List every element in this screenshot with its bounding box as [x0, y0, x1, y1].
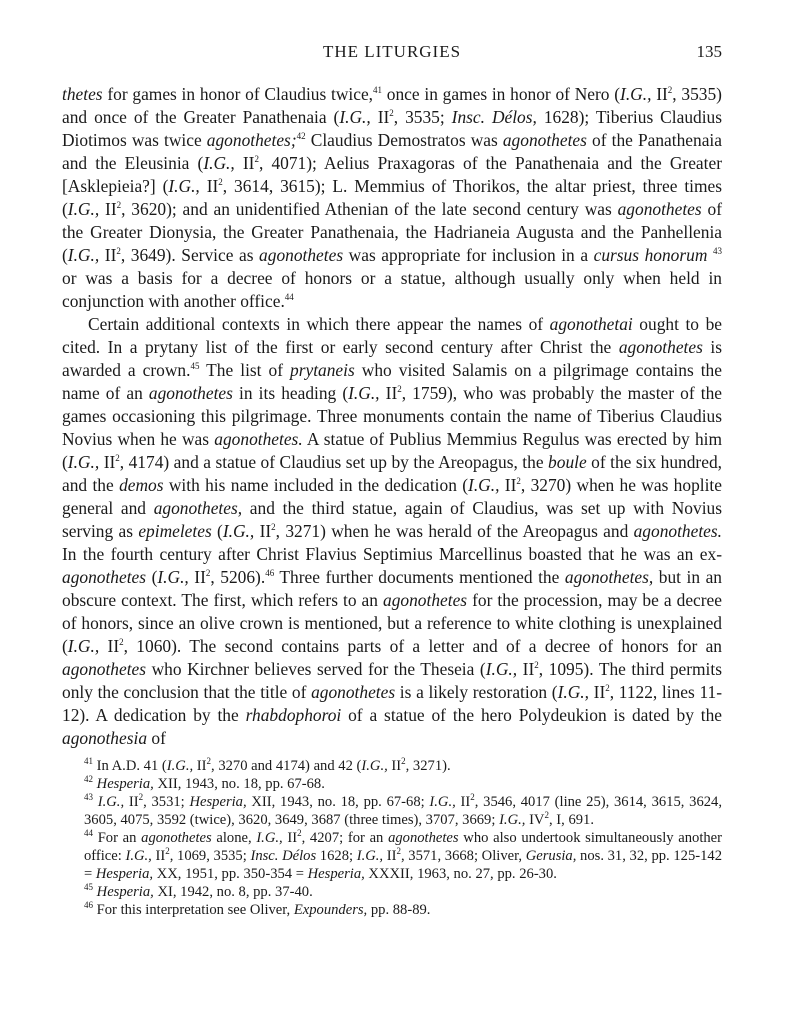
- text-run: who visited Salamis on a pilgrimage contains the name of an: [62, 360, 722, 403]
- text-run: XII, 1943, no. 18, pp. 67-68;: [246, 794, 430, 810]
- text-run: was appropriate for inclusion in a: [343, 245, 594, 265]
- text-run: who Kirchner believes served for the Theseia (: [146, 659, 486, 679]
- footnote-ref: 2: [401, 756, 406, 767]
- footnote-ref: 2: [605, 683, 610, 694]
- italic-text: agonothetes: [311, 682, 396, 702]
- text-run: XII, 1943, no. 18, pp. 67-68.: [153, 776, 325, 792]
- italic-text: I.G.,: [620, 84, 652, 104]
- italic-text: agonothetes;: [206, 130, 297, 150]
- text-run: , 1060). The second contains parts of a letter and of a decree of honors for an: [123, 636, 722, 656]
- text-run: who also undertook simultaneously another office:: [84, 830, 723, 864]
- text-run: (: [211, 521, 223, 541]
- footnote-number: 45: [84, 882, 93, 893]
- footnote-ref: 42: [296, 131, 306, 142]
- italic-text: I.G.,: [348, 383, 380, 403]
- footnote-ref: 2: [544, 810, 549, 821]
- italic-text: I.G.,: [468, 475, 500, 495]
- text-run: II: [499, 475, 517, 495]
- paragraph: [62, 313, 722, 750]
- text-run: , 4207; for an: [301, 830, 389, 846]
- text-run: II: [99, 245, 117, 265]
- footnote-ref: 2: [138, 792, 144, 803]
- italic-text: Hesperia,: [96, 776, 154, 792]
- footnote-ref: 2: [667, 85, 673, 96]
- text-run: II: [199, 176, 219, 196]
- text-run: II: [370, 107, 390, 127]
- italic-text: I.G.,: [166, 758, 194, 774]
- text-run: for games in honor of Claudius twice,: [102, 84, 374, 104]
- text-run: In the fourth century after Christ Flavius Septimius Marcellinus boasted that he was an ex-: [62, 544, 722, 564]
- text-run: II: [124, 794, 139, 810]
- italic-text: Hesperia,: [95, 866, 154, 882]
- footnotes: [62, 757, 722, 919]
- footnote-ref: 2: [119, 637, 124, 648]
- italic-text: agonothetes: [502, 130, 587, 150]
- text-run: and the third statue, again of Claudius, was set up with Novius serving as: [62, 498, 722, 541]
- text-run: of the Greater Dionysia, the Greater Panathenaia, the Hadrianeia Augusta and the Panhellenia (: [62, 199, 722, 265]
- text-run: XX, 1951, pp. 350-354 =: [153, 866, 308, 882]
- text-run: but in an obscure context. The first, which refers to an: [62, 567, 722, 610]
- italic-text: agonothetes: [62, 659, 147, 679]
- italic-text: I.G.,: [157, 567, 189, 587]
- footnote-ref: 41: [373, 85, 383, 96]
- italic-text: I.G.,: [361, 758, 388, 774]
- footnote-ref: 2: [206, 756, 212, 767]
- text-run: Certain additional contexts in which there appear the names of: [88, 314, 550, 334]
- footnote-ref: 2: [205, 568, 211, 579]
- italic-text: agonothetes.: [214, 429, 303, 449]
- footnote-ref: 2: [297, 828, 302, 839]
- italic-text: I.G.,: [97, 794, 125, 810]
- text-run: , 4174) and a statue of Claudius set up by the Areopagus, the: [119, 452, 549, 472]
- footnote-ref: 46: [265, 568, 275, 579]
- italic-text: I.G.,: [356, 848, 384, 864]
- text-run: , 3271).: [405, 758, 451, 774]
- text-run: In A.D. 41 (: [93, 758, 167, 774]
- text-run: II: [588, 682, 606, 702]
- footnote: [62, 883, 722, 901]
- italic-text: demos: [119, 475, 164, 495]
- italic-text: I.G.,: [67, 199, 100, 219]
- text-run: IV: [525, 812, 545, 828]
- italic-text: I.G.,: [499, 812, 526, 828]
- text-run: II: [282, 830, 298, 846]
- text-run: nos. 31, 32, pp. 125-142 =: [84, 848, 722, 882]
- text-run: , 1759), who was probably the master of the games occasioning this pilgrimage. Three monuments contain the name of Tiberius Claudius Novius when he was: [62, 383, 722, 449]
- text-run: II: [387, 758, 402, 774]
- text-run: , 3271) when he was herald of the Areopagus and: [275, 521, 634, 541]
- italic-text: rhabdophoroi: [245, 705, 342, 725]
- footnote-ref: 2: [115, 453, 120, 464]
- italic-text: I.G.,: [222, 521, 255, 541]
- text-run: , 3270) when he was hoplite general and: [62, 475, 722, 518]
- text-run: For this interpretation see Oliver,: [93, 902, 294, 918]
- text-run: , 4071); Aelius Praxagoras of the Panathenaia and the Greater [Asklepieia?] (: [62, 153, 722, 196]
- text-run: II: [99, 636, 120, 656]
- text-run: II: [379, 383, 398, 403]
- text-run: 1628;: [316, 848, 357, 864]
- italic-text: agonothetes: [259, 245, 344, 265]
- text-run: , 3546, 4017 (line 25), 3614, 3615, 3624, 3605, 4075, 3592 (twice), 3620, 3649, 3687 (three times), 3707, 3669;: [84, 794, 722, 828]
- footnote-ref: 44: [284, 292, 294, 303]
- text-run: is a likely restoration (: [395, 682, 558, 702]
- footnote-number: 46: [84, 900, 93, 911]
- text-run: II: [234, 153, 255, 173]
- footnote-ref: 2: [516, 476, 521, 487]
- text-run: II: [151, 848, 166, 864]
- text-run: XI, 1942, no. 8, pp. 37-40.: [153, 884, 313, 900]
- text-run: of: [147, 728, 166, 748]
- italic-text: boule: [548, 452, 587, 472]
- text-run: , 3531;: [143, 794, 190, 810]
- italic-text: agonothetes: [383, 590, 468, 610]
- footnote-ref: 2: [165, 846, 170, 857]
- text-run: II: [651, 84, 668, 104]
- footnote-ref: 2: [254, 154, 259, 165]
- footnote: [62, 901, 722, 919]
- text-run: once in games in honor of Nero (: [382, 84, 621, 104]
- footnote-ref: 2: [397, 384, 402, 395]
- italic-text: I.G.,: [429, 794, 456, 810]
- italic-text: epimeletes: [138, 521, 212, 541]
- footnote-ref: 2: [470, 792, 475, 803]
- text-run: , 3571, 3668; Oliver,: [400, 848, 526, 864]
- text-run: , 3535;: [393, 107, 452, 127]
- italic-text: agonothetai: [549, 314, 633, 334]
- italic-text: agonothetes: [618, 337, 703, 357]
- italic-text: I.G.,: [67, 636, 100, 656]
- italic-text: agonothetes,: [564, 567, 654, 587]
- text-run: , 1069, 3535;: [169, 848, 251, 864]
- footnote-number: 44: [84, 828, 93, 839]
- running-title: THE LITURGIES: [322, 42, 462, 61]
- text-run: II: [99, 199, 117, 219]
- text-run: , I, 691.: [548, 812, 594, 828]
- italic-text: agonothetes: [388, 830, 459, 846]
- text-run: (: [146, 567, 158, 587]
- italic-text: I.G.,: [256, 830, 283, 846]
- text-run: of the six hundred, and the: [62, 452, 722, 495]
- text-run: The list of: [199, 360, 291, 380]
- footnote-number: 43: [84, 792, 93, 803]
- text-run: in its heading (: [232, 383, 349, 403]
- text-run: Three further documents mentioned the: [274, 567, 565, 587]
- text-run: , 3614, 3615); L. Memmius of Thorikos, the altar priest, three times (: [62, 176, 723, 219]
- paragraph: [62, 83, 722, 313]
- text-run: of a statue of the hero Polydeukion is dated by the: [341, 705, 722, 725]
- footnote-ref: 2: [116, 200, 122, 211]
- italic-text: prytaneis: [290, 360, 355, 380]
- footnote-ref: 43: [712, 246, 722, 257]
- italic-text: agonothetes: [617, 199, 702, 219]
- text-run: with his name included in the dedication (: [163, 475, 469, 495]
- italic-text: agonothetes: [141, 830, 212, 846]
- footnote-ref: 2: [116, 246, 121, 257]
- text-run: , 3270 and 4174) and 42 (: [211, 758, 362, 774]
- body-text: [62, 83, 722, 750]
- text-run: II: [517, 659, 535, 679]
- footnote: [62, 775, 722, 793]
- italic-text: agonothesia: [62, 728, 148, 748]
- text-run: XXXII, 1963, no. 27, pp. 26-30.: [364, 866, 557, 882]
- footnote-ref: 2: [271, 522, 276, 533]
- italic-text: I.G.,: [339, 107, 371, 127]
- text-run: II: [383, 848, 397, 864]
- text-run: , 1122, lines 11-12). A dedication by the: [62, 682, 722, 725]
- footnote-ref: 2: [534, 660, 539, 671]
- text-run: for the procession, may be a decree of honors, since an olive crown is mentioned, but a reference to white clothing is unexplained (: [62, 590, 722, 656]
- italic-text: I.G.,: [203, 153, 235, 173]
- text-run: II: [455, 794, 471, 810]
- text-run: Claudius Demostratos was: [305, 130, 503, 150]
- text-run: II: [188, 567, 206, 587]
- footnote-ref: 45: [190, 361, 200, 372]
- italic-text: I.G.,: [485, 659, 518, 679]
- footnote: [62, 757, 722, 775]
- italic-text: Insc. Délos: [250, 848, 317, 864]
- footnote: [62, 793, 722, 829]
- page-number: 135: [696, 42, 722, 61]
- italic-text: Gerusia,: [525, 848, 577, 864]
- text-run: 1628); Tiberius Claudius Diotimos was twice: [62, 107, 723, 150]
- text-run: A statue of Publius Memmius Regulus was erected by him (: [62, 429, 723, 472]
- italic-text: Insc. Délos,: [451, 107, 537, 127]
- text-run: or was a basis for a decree of honors or a statue, although usually only when held in conjunction with another office.: [62, 268, 722, 311]
- italic-text: Hesperia,: [96, 884, 154, 900]
- text-run: , 5206).: [210, 567, 266, 587]
- text-run: is awarded a crown.: [62, 337, 722, 380]
- footnote-number: 42: [84, 774, 93, 785]
- text-run: , 3649). Service as: [120, 245, 260, 265]
- italic-text: Hesperia,: [189, 794, 247, 810]
- text-run: , 3535) and once of the Greater Panathenaia (: [62, 84, 722, 127]
- italic-text: agonothetes.: [633, 521, 722, 541]
- italic-text: agonothetes: [62, 567, 147, 587]
- footnote-ref: 2: [396, 846, 401, 857]
- footnote-ref: 2: [389, 108, 394, 119]
- text-run: , 1095). The third permits only the conclusion that the title of: [62, 659, 722, 702]
- italic-text: cursus honorum: [593, 245, 708, 265]
- italic-text: I.G.,: [125, 848, 152, 864]
- text-run: ought to be cited. In a prytany list of the first or early second century after Christ the: [62, 314, 722, 357]
- running-header: [62, 42, 722, 66]
- italic-text: I.G.,: [67, 452, 100, 472]
- italic-text: agonothetes: [148, 383, 233, 403]
- text-run: of the Panathenaia and the Eleusinia (: [62, 130, 722, 173]
- italic-text: I.G.,: [168, 176, 200, 196]
- footnote-number: 41: [84, 756, 93, 767]
- footnote: [62, 829, 722, 883]
- italic-text: Expounders,: [293, 902, 368, 918]
- italic-text: thetes: [62, 84, 103, 104]
- text-run: II: [254, 521, 272, 541]
- italic-text: I.G.,: [67, 245, 100, 265]
- italic-text: I.G.,: [557, 682, 589, 702]
- italic-text: Hesperia,: [307, 866, 365, 882]
- text-run: , 3620); and an unidentified Athenian of the late second century was: [121, 199, 618, 219]
- text-run: For an: [93, 830, 142, 846]
- footnote-ref: 2: [218, 177, 223, 188]
- text-run: II: [99, 452, 116, 472]
- text-run: II: [193, 758, 207, 774]
- italic-text: agonothetes,: [153, 498, 243, 518]
- text-run: alone,: [211, 830, 257, 846]
- text-run: pp. 88-89.: [367, 902, 431, 918]
